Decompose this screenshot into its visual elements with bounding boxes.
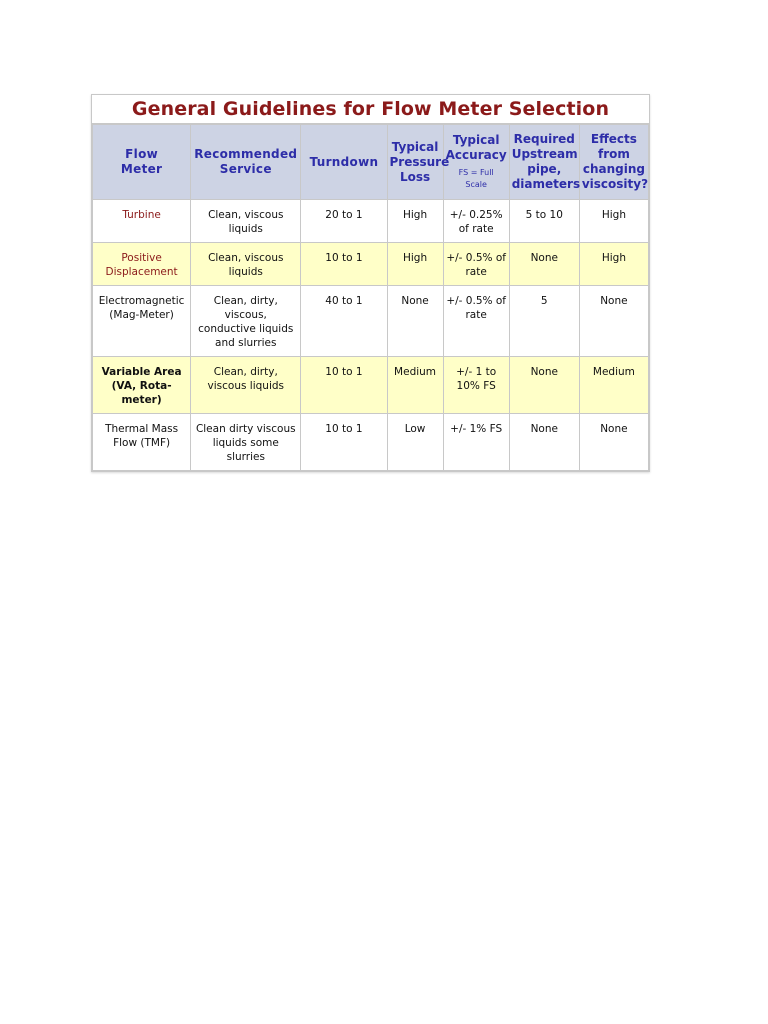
cell-line: +/- 0.25% bbox=[449, 209, 503, 221]
cell-line: of rate bbox=[458, 223, 494, 235]
cell-upstream: 5 to 10 bbox=[509, 200, 579, 243]
cell-line: Positive bbox=[121, 252, 162, 264]
header-line: from bbox=[597, 147, 630, 161]
flow-meter-table-card bbox=[91, 94, 650, 472]
cell-viscosity: Medium bbox=[579, 357, 648, 414]
cell-line: liquids some bbox=[212, 437, 279, 449]
header-line: Service bbox=[219, 162, 272, 176]
cell-line: 10% FS bbox=[456, 380, 496, 392]
cell-line: conductive liquids bbox=[198, 323, 294, 335]
cell-viscosity: High bbox=[579, 243, 648, 286]
cell-line: liquids bbox=[228, 223, 263, 235]
cell-upstream: 5 bbox=[509, 286, 579, 357]
header-line: Pressure bbox=[389, 154, 450, 169]
cell-line: +/- 1% FS bbox=[450, 423, 503, 435]
cell-meter bbox=[93, 243, 191, 286]
header-line: Required bbox=[513, 132, 575, 146]
cell-line: Electromagnetic bbox=[98, 295, 185, 307]
header-note-line: FS = Full bbox=[458, 168, 494, 177]
header-accuracy bbox=[443, 125, 509, 200]
cell-line: and slurries bbox=[215, 337, 277, 349]
cell-line: Clean, viscous bbox=[208, 252, 284, 264]
cell-meter bbox=[93, 200, 191, 243]
cell-service bbox=[191, 286, 301, 357]
header-line: Flow bbox=[125, 147, 158, 161]
cell-viscosity: None bbox=[579, 286, 648, 357]
header-line: Meter bbox=[120, 162, 163, 176]
cell-line: liquids bbox=[228, 266, 263, 278]
header-line: Upstream bbox=[511, 147, 578, 161]
header-accuracy-note bbox=[446, 167, 507, 191]
table-row bbox=[93, 286, 649, 357]
cell-pressure-loss: Low bbox=[387, 414, 443, 471]
header-viscosity bbox=[579, 125, 648, 200]
cell-service bbox=[191, 414, 301, 471]
header-service bbox=[191, 125, 301, 200]
header-line: viscosity? bbox=[581, 177, 649, 191]
header-note-line: Scale bbox=[465, 180, 487, 189]
cell-line: Clean, viscous bbox=[208, 209, 284, 221]
cell-accuracy bbox=[443, 357, 509, 414]
cell-line: Clean, dirty, bbox=[213, 295, 278, 307]
cell-line: viscous, bbox=[224, 309, 267, 321]
cell-viscosity: None bbox=[579, 414, 648, 471]
cell-line: +/- 0.5% of bbox=[446, 295, 506, 307]
table-row bbox=[93, 357, 649, 414]
header-line: pipe, bbox=[527, 162, 562, 176]
table-row bbox=[93, 243, 649, 286]
cell-line: meter) bbox=[121, 394, 162, 406]
cell-line: +/- 0.5% of bbox=[446, 252, 506, 264]
header-line: Typical bbox=[391, 139, 439, 154]
cell-line: Flow (TMF) bbox=[113, 437, 171, 449]
header-flow-meter bbox=[93, 125, 191, 200]
header-line: Typical bbox=[452, 133, 500, 147]
cell-line: rate bbox=[465, 309, 487, 321]
table-row bbox=[93, 414, 649, 471]
header-line: Effects bbox=[590, 132, 637, 146]
header-line: Loss bbox=[399, 169, 431, 184]
cell-meter bbox=[93, 414, 191, 471]
cell-line: Displacement bbox=[105, 266, 178, 278]
cell-pressure-loss: None bbox=[387, 286, 443, 357]
cell-turndown: 10 to 1 bbox=[301, 357, 387, 414]
cell-upstream: None bbox=[509, 414, 579, 471]
cell-accuracy bbox=[443, 414, 509, 471]
cell-service bbox=[191, 357, 301, 414]
header-upstream bbox=[509, 125, 579, 200]
cell-line: (VA, Rota- bbox=[111, 380, 172, 392]
cell-meter bbox=[93, 286, 191, 357]
cell-pressure-loss: Medium bbox=[387, 357, 443, 414]
cell-service bbox=[191, 243, 301, 286]
header-pressure-loss bbox=[387, 125, 450, 200]
cell-line: (Mag-Meter) bbox=[109, 309, 174, 321]
cell-line: Turbine bbox=[122, 209, 161, 221]
cell-turndown: 40 to 1 bbox=[301, 286, 387, 357]
cell-meter bbox=[93, 357, 191, 414]
cell-line: Variable Area bbox=[101, 366, 182, 378]
table-title: General Guidelines for Flow Meter Selection bbox=[92, 95, 649, 124]
cell-accuracy bbox=[443, 200, 509, 243]
cell-turndown: 10 to 1 bbox=[301, 243, 387, 286]
header-turndown bbox=[301, 125, 387, 200]
cell-line: Thermal Mass bbox=[105, 423, 179, 435]
table-row bbox=[93, 200, 649, 243]
header-line: Accuracy bbox=[445, 148, 507, 162]
cell-line: +/- 1 to bbox=[456, 366, 497, 378]
header-row bbox=[93, 125, 649, 200]
cell-line: slurries bbox=[226, 451, 265, 463]
cell-viscosity: High bbox=[579, 200, 648, 243]
cell-line: rate bbox=[465, 266, 487, 278]
cell-line: Clean, dirty, bbox=[213, 366, 278, 378]
cell-accuracy bbox=[443, 286, 509, 357]
cell-pressure-loss: High bbox=[387, 243, 443, 286]
cell-line: Clean dirty viscous bbox=[195, 423, 296, 435]
cell-upstream: None bbox=[509, 357, 579, 414]
header-line: changing bbox=[582, 162, 645, 176]
cell-turndown: 10 to 1 bbox=[301, 414, 387, 471]
header-line: diameters bbox=[511, 177, 581, 191]
cell-service bbox=[191, 200, 301, 243]
cell-upstream: None bbox=[509, 243, 579, 286]
cell-accuracy bbox=[443, 243, 509, 286]
flow-meter-table bbox=[92, 124, 649, 471]
header-line: Turndown bbox=[309, 154, 379, 169]
cell-pressure-loss: High bbox=[387, 200, 443, 243]
cell-turndown: 20 to 1 bbox=[301, 200, 387, 243]
cell-line: viscous liquids bbox=[207, 380, 284, 392]
header-line: Recommended bbox=[194, 147, 298, 161]
